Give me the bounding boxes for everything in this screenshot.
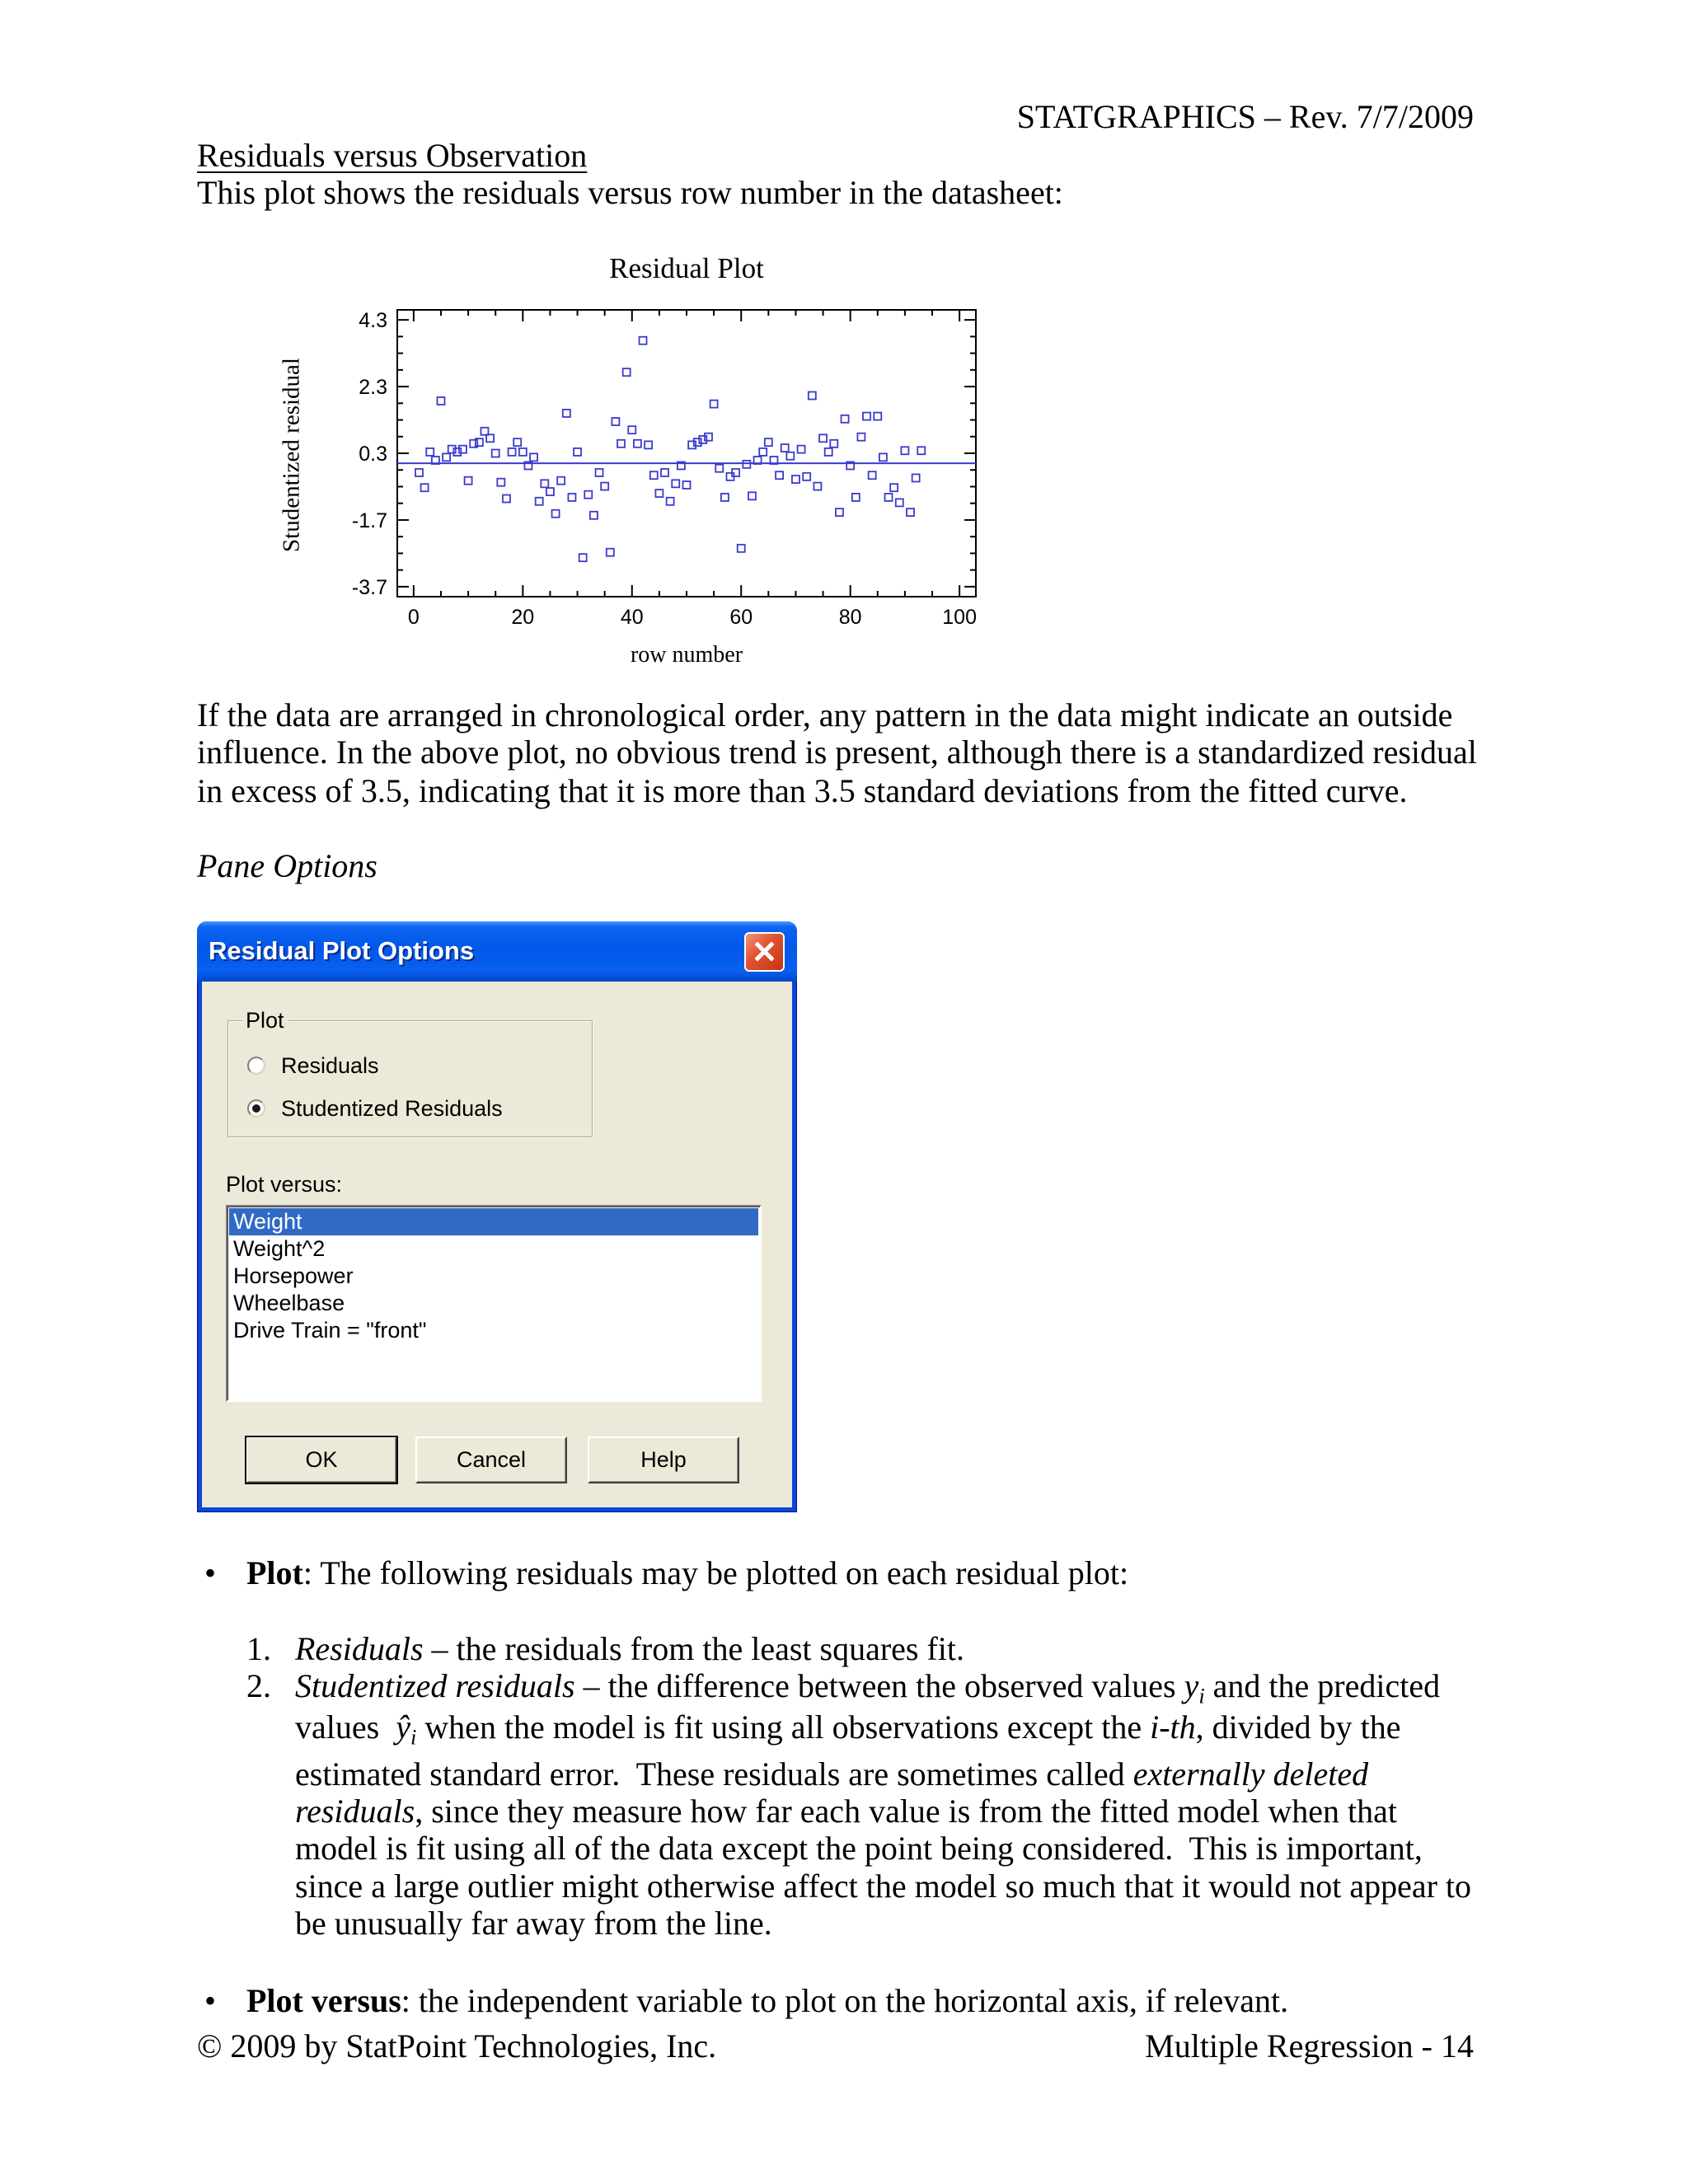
data-point <box>852 494 860 501</box>
plot-term: Plot <box>246 1554 303 1591</box>
studentized-description-line <box>295 1667 1441 1708</box>
data-point <box>623 368 631 376</box>
plot-group-legend: Plot <box>242 1007 288 1033</box>
radio-dot-icon <box>252 1104 260 1113</box>
data-point <box>688 441 696 448</box>
data-point <box>672 480 679 487</box>
footer-page-number: Multiple Regression - 14 <box>1145 2027 1474 2064</box>
math-variable: ŷ <box>396 1708 410 1746</box>
data-point <box>863 413 870 420</box>
data-point <box>574 448 581 456</box>
x-tick-label: 20 <box>511 606 535 629</box>
data-point <box>694 438 701 446</box>
list-number: 1. <box>246 1630 271 1667</box>
ok-button[interactable]: OK <box>246 1436 397 1483</box>
data-point <box>503 495 510 503</box>
data-point <box>601 483 608 490</box>
data-point <box>530 453 537 461</box>
residuals-description <box>295 1630 964 1668</box>
x-tick-label: 80 <box>838 606 862 629</box>
list-item-wheelbase[interactable]: Wheelbase <box>233 1291 345 1315</box>
data-point <box>513 438 521 446</box>
dialog-titlebar[interactable] <box>197 921 797 982</box>
footer-copyright: © 2009 by StatPoint Technologies, Inc. <box>197 2027 717 2064</box>
y-tick-label: 2.3 <box>359 376 387 400</box>
text-segment: estimated standard error. These residuals are sometimes called <box>295 1755 1133 1793</box>
math-subscript: i <box>410 1724 417 1750</box>
math-subscript: i <box>1198 1683 1205 1708</box>
chart-title: Residual Plot <box>609 252 764 284</box>
data-point <box>759 448 767 456</box>
data-point <box>907 509 914 516</box>
list-item-weight[interactable]: Weight <box>229 1208 758 1235</box>
text-segment: and the predicted <box>1204 1667 1441 1704</box>
studentized-description-line <box>295 1755 1368 1793</box>
data-point <box>437 397 444 405</box>
data-point <box>590 512 598 519</box>
data-point <box>683 481 691 489</box>
data-point <box>896 499 903 506</box>
x-axis-label: row number <box>630 642 743 668</box>
data-point <box>497 479 504 486</box>
text-segment: when the model is fit using all observations except the <box>416 1708 1151 1746</box>
studentized-description-line <box>295 1793 1397 1830</box>
pane-options-heading: Pane Options <box>197 847 377 884</box>
data-point <box>546 488 554 495</box>
dialog-body <box>202 982 792 1507</box>
emphasis: externally deleted <box>1132 1755 1369 1793</box>
plot-area <box>352 309 977 629</box>
data-point <box>415 469 423 476</box>
data-point <box>459 446 467 453</box>
data-point <box>912 474 920 481</box>
data-point <box>715 465 723 472</box>
data-point <box>650 471 658 479</box>
dialog-title: Residual Plot Options <box>209 936 475 965</box>
plot-text: : The following residuals may be plotted on each residual plot: <box>302 1554 1129 1591</box>
data-point <box>879 453 887 461</box>
data-point <box>448 446 456 453</box>
data-point <box>640 337 647 344</box>
text-segment: , since they measure how far each value is from the fitted model when that <box>415 1793 1397 1830</box>
data-point <box>617 440 625 448</box>
data-point <box>743 461 750 468</box>
plot-versus-text: : the independent variable to plot on the horizontal axis, if relevant. <box>401 1982 1289 2019</box>
y-axis-label: Studentized residual <box>278 358 305 552</box>
data-point <box>607 549 614 556</box>
data-point <box>541 480 548 487</box>
data-point <box>655 490 663 497</box>
data-point <box>781 444 789 452</box>
discussion-line: in excess of 3.5, indicating that it is more than 3.5 standard deviations from the fitted curve. <box>197 772 1408 809</box>
plot-versus-listbox[interactable] <box>226 1205 762 1402</box>
data-point <box>634 440 641 448</box>
data-point <box>579 554 587 561</box>
data-point <box>710 401 718 408</box>
data-point <box>765 438 772 446</box>
data-point <box>869 471 876 479</box>
data-point <box>786 452 794 460</box>
studentized-description-line: since a large outlier might otherwise affect the model so much that it would not appear to <box>295 1868 1472 1905</box>
data-point <box>509 448 516 456</box>
data-point <box>584 491 592 499</box>
data-point <box>492 450 499 457</box>
data-point <box>803 473 810 480</box>
data-point <box>426 448 434 456</box>
studentized-description-line: model is fit using all of the data except the point being considered. This is important, <box>295 1830 1423 1867</box>
section-title: Residuals versus Observation <box>197 137 588 174</box>
data-point <box>557 477 565 485</box>
data-point <box>825 448 832 456</box>
data-point <box>596 469 603 476</box>
studentized-description-line <box>295 1708 1401 1750</box>
list-number: 2. <box>246 1667 271 1704</box>
emphasis: residuals <box>295 1793 415 1830</box>
data-point <box>776 471 783 479</box>
data-point <box>453 448 461 456</box>
residual-plot <box>247 239 1006 676</box>
bullet-marker: • <box>204 1982 217 2019</box>
studentized-term: Studentized residuals <box>295 1667 575 1704</box>
y-tick-label: 0.3 <box>359 443 387 466</box>
discussion-line: influence. In the above plot, no obvious trend is present, although there is a standardized residual <box>197 733 1477 771</box>
residuals-text: – the residuals from the least squares fit. <box>423 1630 965 1667</box>
data-point <box>874 413 881 420</box>
y-tick-label: -1.7 <box>351 509 387 532</box>
list-item-horsepower[interactable]: Horsepower <box>233 1263 354 1288</box>
text-segment: , divided by the <box>1195 1708 1401 1746</box>
text-segment: values <box>295 1708 396 1746</box>
x-tick-label: 40 <box>620 606 644 629</box>
data-point <box>857 434 865 441</box>
data-point <box>798 446 805 453</box>
data-point <box>552 510 560 518</box>
data-point <box>667 498 674 505</box>
radio-residuals-label[interactable]: Residuals <box>281 1053 379 1078</box>
plot-frame <box>397 310 976 597</box>
data-point <box>699 436 706 443</box>
page-header-revision: STATGRAPHICS – Rev. 7/7/2009 <box>1016 98 1474 135</box>
data-point <box>842 415 849 423</box>
data-point <box>901 447 908 454</box>
data-point <box>628 426 635 434</box>
data-point <box>421 484 429 491</box>
y-tick-label: -3.7 <box>351 575 387 599</box>
data-point <box>536 498 543 505</box>
help-button[interactable]: Help <box>588 1436 739 1483</box>
cancel-button[interactable]: Cancel <box>415 1436 567 1483</box>
data-point <box>612 418 619 425</box>
emphasis: i-th <box>1150 1708 1196 1746</box>
data-point <box>563 410 570 417</box>
residuals-term: Residuals <box>295 1630 424 1667</box>
data-point <box>890 484 898 491</box>
x-tick-label: 100 <box>942 606 977 629</box>
x-tick-label: 60 <box>729 606 753 629</box>
text-segment: – the difference between the observed values <box>574 1667 1184 1704</box>
data-point <box>836 509 843 516</box>
close-button[interactable] <box>744 932 785 972</box>
residual-plot-options-dialog <box>197 921 797 1512</box>
data-point <box>465 477 472 485</box>
y-tick-label: 4.3 <box>359 309 387 333</box>
list-item-weight-squared[interactable]: Weight^2 <box>233 1236 326 1261</box>
data-point <box>738 545 745 552</box>
data-point <box>661 469 668 476</box>
data-point <box>705 434 712 441</box>
data-point <box>830 440 837 448</box>
data-point <box>885 494 893 501</box>
radio-studentized-residuals-label[interactable]: Studentized Residuals <box>281 1096 503 1121</box>
data-point <box>792 476 799 483</box>
discussion-line: If the data are arranged in chronological order, any pattern in the data might indicate an outside <box>197 696 1453 733</box>
plot-versus-description <box>246 1982 1288 2020</box>
data-point <box>819 434 827 442</box>
data-point <box>809 391 816 399</box>
data-point <box>721 494 729 501</box>
data-point <box>519 448 527 456</box>
bullet-marker: • <box>204 1554 217 1591</box>
plot-option-description <box>246 1554 1128 1592</box>
plot-versus-term: Plot versus <box>246 1982 401 2019</box>
radio-residuals[interactable] <box>247 1057 265 1075</box>
studentized-description-line: be unusually far away from the line. <box>295 1905 772 1942</box>
data-point <box>917 447 925 454</box>
math-variable: y <box>1184 1667 1199 1704</box>
x-tick-label: 0 <box>407 606 420 629</box>
list-item-drive-train[interactable]: Drive Train = "front" <box>233 1318 427 1343</box>
data-point <box>568 494 575 501</box>
radio-studentized-residuals[interactable] <box>247 1099 265 1118</box>
section-intro: This plot shows the residuals versus row number in the datasheet: <box>197 174 1063 211</box>
data-point <box>814 483 821 490</box>
data-point <box>443 453 450 461</box>
plot-versus-label: Plot versus: <box>226 1172 343 1197</box>
data-point <box>645 441 652 448</box>
data-point <box>748 492 756 499</box>
